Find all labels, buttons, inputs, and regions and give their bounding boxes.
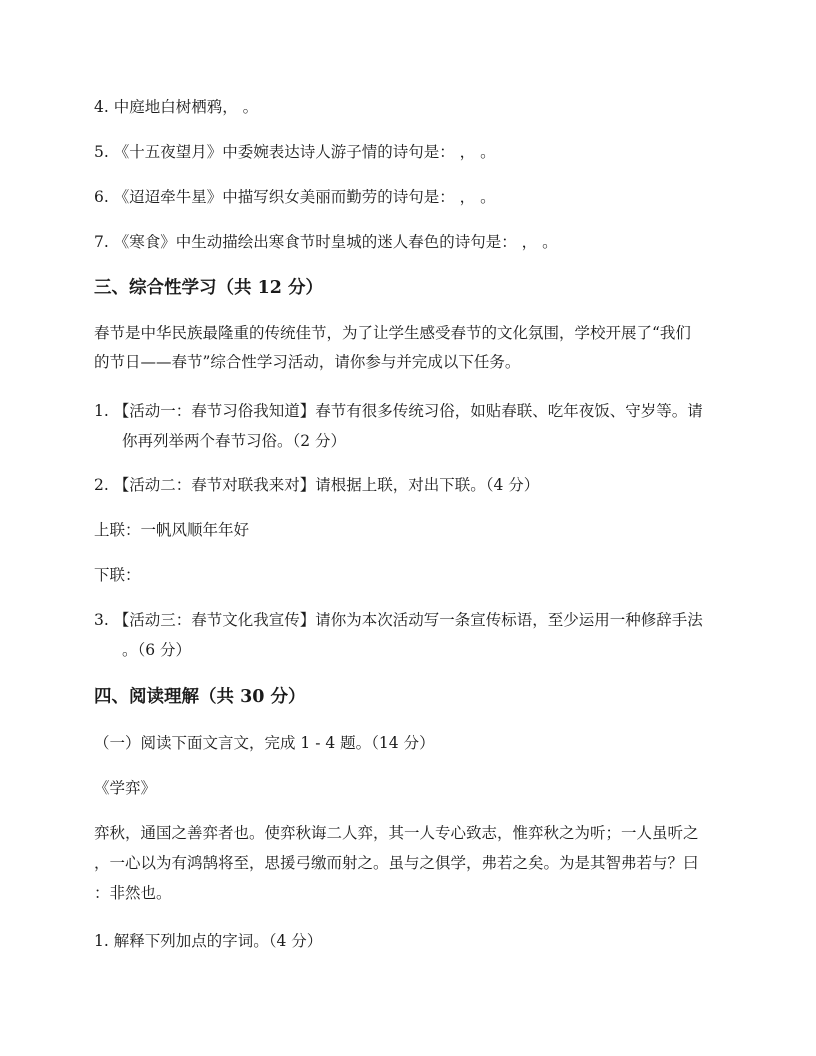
passage-line-1: 弈秋，通国之善弈者也。使弈秋诲二人弈，其一人专心致志，惟弈秋之为听；一人虽听之: [94, 824, 699, 842]
activity-3-question-line-2: 。（6 分）: [122, 641, 192, 659]
passage-line-3: ：非然也。: [94, 884, 172, 902]
activity-3-question-line-1: 3. 【活动三：春节文化我宣传】请你为本次活动写一条宣传标语，至少运用一种修辞手法: [94, 611, 703, 629]
section-3-intro-line-2: 的节日——春节”综合性学习活动，请你参与并完成以下任务。: [94, 353, 521, 371]
section-3-heading: 三、综合性学习（共 12 分）: [94, 278, 324, 298]
poem-question-7: 7. 《寒食》中生动描绘出寒食节时皇城的迷人春色的诗句是： ， 。: [94, 233, 558, 251]
passage-title: 《学弈》: [94, 779, 157, 797]
activity-2-question: 2. 【活动二：春节对联我来对】请根据上联，对出下联。（4 分）: [94, 476, 540, 494]
poem-question-4: 4. 中庭地白树栖鸦， 。: [94, 98, 259, 116]
upper-couplet: 上联：一帆风顺年年好: [94, 521, 250, 539]
poem-question-5: 5. 《十五夜望月》中委婉表达诗人游子情的诗句是： ， 。: [94, 143, 496, 161]
poem-question-6: 6. 《迢迢牵牛星》中描写织女美丽而勤劳的诗句是： ， 。: [94, 188, 496, 206]
activity-1-question-line-2: 你再列举两个春节习俗。（2 分）: [122, 432, 347, 450]
lower-couplet: 下联：: [94, 566, 141, 584]
passage-line-2: ，一心以为有鸿鹄将至，思援弓缴而射之。虽与之俱学，弗若之矣。为是其智弗若与？曰: [94, 854, 699, 872]
reading-question-1: 1. 解释下列加点的字词。（4 分）: [94, 932, 323, 950]
reading-part-1-instruction: （一）阅读下面文言文，完成 1 - 4 题。（14 分）: [94, 734, 435, 752]
section-4-heading: 四、阅读理解（共 30 分）: [94, 687, 306, 707]
section-3-intro-line-1: 春节是中华民族最隆重的传统佳节，为了让学生感受春节的文化氛围，学校开展了“我们: [94, 324, 691, 342]
activity-1-question-line-1: 1. 【活动一：春节习俗我知道】春节有很多传统习俗，如贴春联、吃年夜饭、守岁等。请: [94, 402, 703, 420]
